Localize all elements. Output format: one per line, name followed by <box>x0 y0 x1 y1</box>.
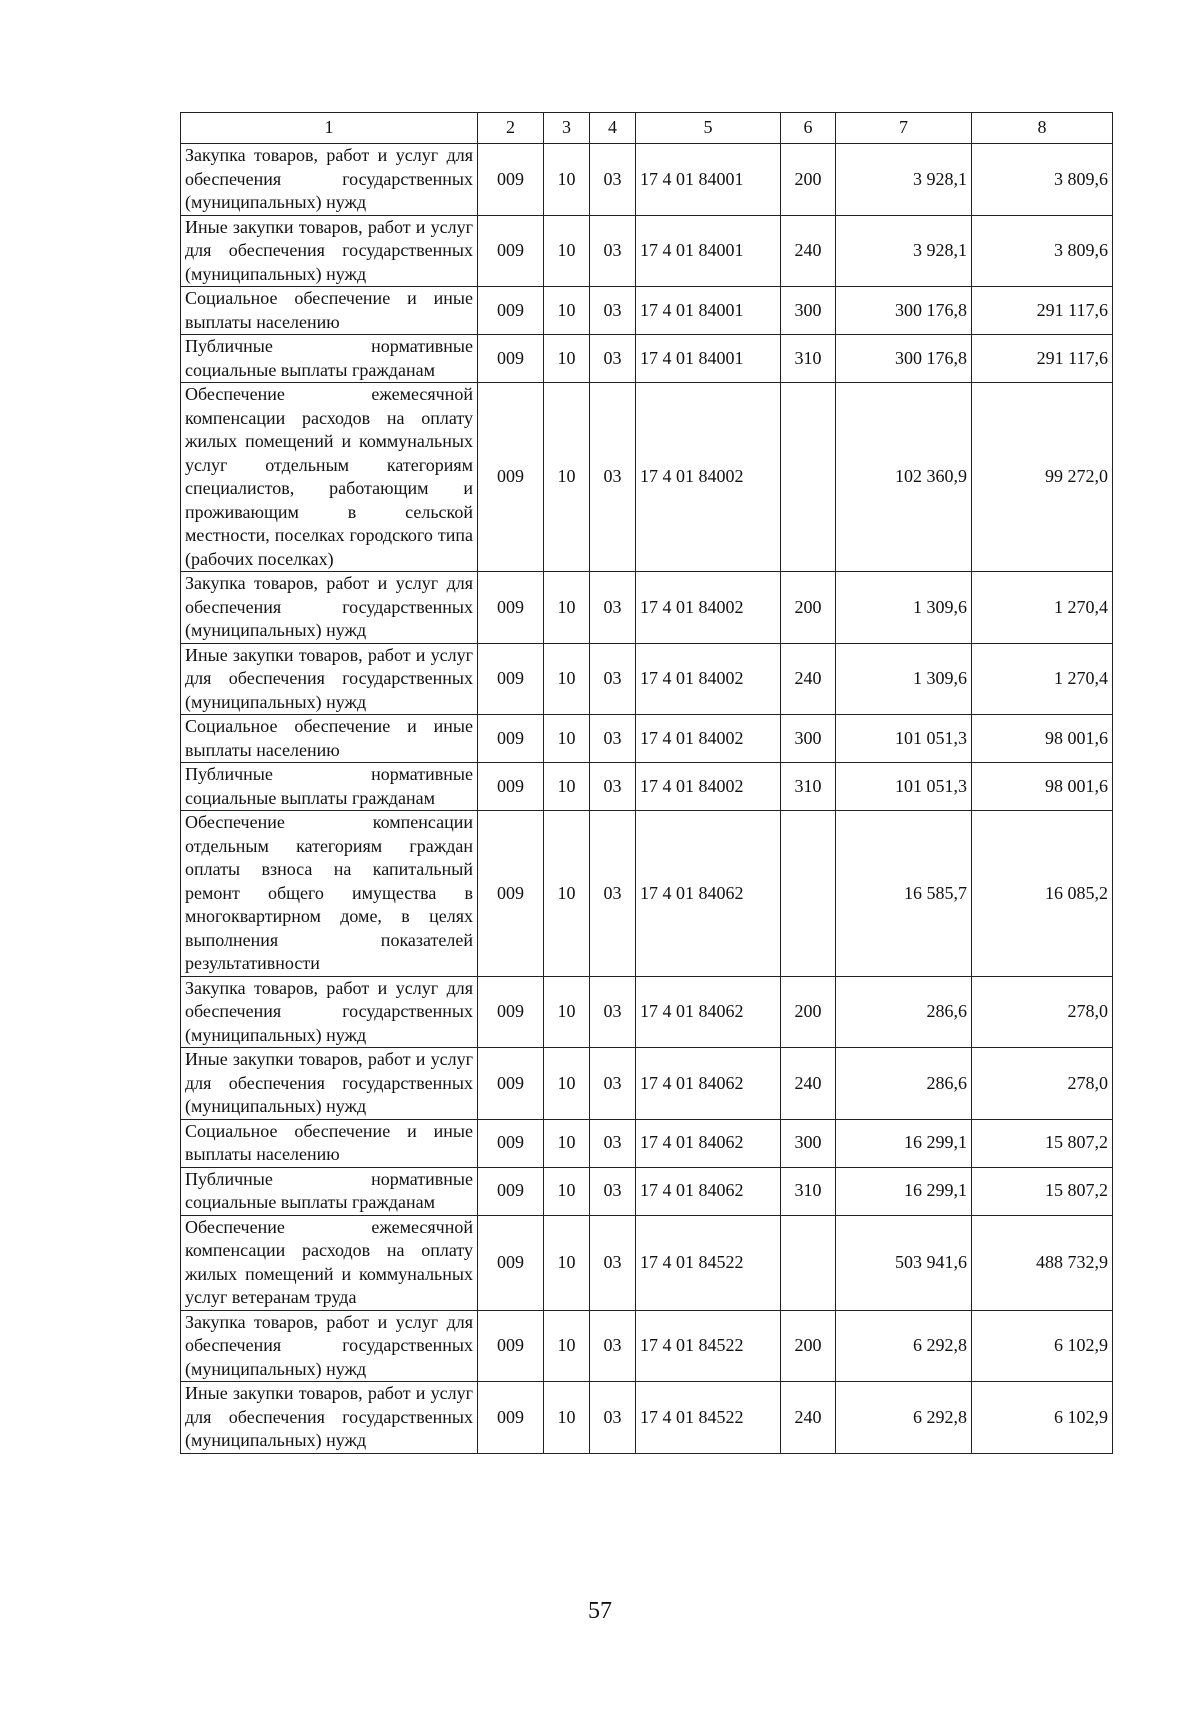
table-row <box>181 1310 1113 1382</box>
cell-code-6: 310 <box>781 763 836 811</box>
cell-amount-8: 15 807,2 <box>972 1119 1113 1167</box>
cell-code-2: 009 <box>478 1167 544 1215</box>
table-row <box>181 763 1113 811</box>
row-description: Обеспечение ежемесячной компенсации расходов на оплату жилых помещений и коммунальных услуг отдельным категориям специалистов, работающим и проживающим в сельской местности, поселках городского типа (рабочих поселках) <box>181 383 478 572</box>
page-number: 57 <box>588 1598 612 1624</box>
cell-code-4: 03 <box>590 335 636 383</box>
cell-code-3: 10 <box>544 1382 590 1454</box>
cell-amount-8: 291 117,6 <box>972 287 1113 335</box>
cell-amount-7: 1 309,6 <box>836 572 972 644</box>
row-description: Иные закупки товаров, работ и услуг для обеспечения государственных (муниципальных) нужд <box>181 643 478 715</box>
cell-amount-7: 3 928,1 <box>836 144 972 216</box>
row-description: Иные закупки товаров, работ и услуг для обеспечения государственных (муниципальных) нужд <box>181 1048 478 1120</box>
cell-code-3: 10 <box>544 715 590 763</box>
cell-code-4: 03 <box>590 572 636 644</box>
column-header: 8 <box>972 113 1113 144</box>
row-description: Закупка товаров, работ и услуг для обеспечения государственных (муниципальных) нужд <box>181 976 478 1048</box>
cell-code-6 <box>781 383 836 572</box>
table-row <box>181 572 1113 644</box>
cell-code-3: 10 <box>544 976 590 1048</box>
row-description: Публичные нормативные социальные выплаты гражданам <box>181 763 478 811</box>
cell-code-2: 009 <box>478 1215 544 1310</box>
cell-code-2: 009 <box>478 383 544 572</box>
cell-code-4: 03 <box>590 715 636 763</box>
cell-amount-7: 6 292,8 <box>836 1310 972 1382</box>
cell-code-3: 10 <box>544 1215 590 1310</box>
cell-code-3: 10 <box>544 215 590 287</box>
row-description: Публичные нормативные социальные выплаты гражданам <box>181 1167 478 1215</box>
cell-code-3: 10 <box>544 1310 590 1382</box>
cell-amount-8: 278,0 <box>972 976 1113 1048</box>
cell-code-4: 03 <box>590 1048 636 1120</box>
cell-code-5: 17 4 01 84001 <box>636 335 781 383</box>
row-description: Закупка товаров, работ и услуг для обеспечения государственных (муниципальных) нужд <box>181 1310 478 1382</box>
cell-code-6 <box>781 1215 836 1310</box>
cell-code-2: 009 <box>478 144 544 216</box>
cell-amount-7: 1 309,6 <box>836 643 972 715</box>
cell-amount-7: 286,6 <box>836 976 972 1048</box>
cell-code-5: 17 4 01 84522 <box>636 1310 781 1382</box>
cell-code-2: 009 <box>478 1382 544 1454</box>
cell-code-6: 300 <box>781 1119 836 1167</box>
cell-code-4: 03 <box>590 383 636 572</box>
row-description: Иные закупки товаров, работ и услуг для обеспечения государственных (муниципальных) нужд <box>181 215 478 287</box>
row-description: Публичные нормативные социальные выплаты гражданам <box>181 335 478 383</box>
row-description: Социальное обеспечение и иные выплаты населению <box>181 287 478 335</box>
cell-amount-7: 16 299,1 <box>836 1167 972 1215</box>
cell-code-5: 17 4 01 84001 <box>636 287 781 335</box>
cell-amount-7: 300 176,8 <box>836 287 972 335</box>
cell-code-6: 310 <box>781 1167 836 1215</box>
table-row <box>181 1382 1113 1454</box>
cell-code-2: 009 <box>478 1119 544 1167</box>
cell-code-3: 10 <box>544 763 590 811</box>
cell-code-6: 200 <box>781 572 836 644</box>
column-header: 2 <box>478 113 544 144</box>
cell-code-5: 17 4 01 84001 <box>636 215 781 287</box>
cell-code-5: 17 4 01 84522 <box>636 1382 781 1454</box>
cell-code-2: 009 <box>478 287 544 335</box>
cell-amount-8: 291 117,6 <box>972 335 1113 383</box>
column-header: 7 <box>836 113 972 144</box>
cell-amount-7: 16 585,7 <box>836 811 972 977</box>
cell-amount-7: 286,6 <box>836 1048 972 1120</box>
cell-code-3: 10 <box>544 1048 590 1120</box>
cell-code-2: 009 <box>478 572 544 644</box>
table-row <box>181 643 1113 715</box>
cell-code-2: 009 <box>478 1048 544 1120</box>
cell-amount-8: 15 807,2 <box>972 1167 1113 1215</box>
table-row <box>181 1048 1113 1120</box>
cell-code-6: 300 <box>781 715 836 763</box>
cell-code-2: 009 <box>478 335 544 383</box>
cell-code-4: 03 <box>590 763 636 811</box>
table-body <box>181 144 1113 1454</box>
row-description: Социальное обеспечение и иные выплаты населению <box>181 715 478 763</box>
cell-code-5: 17 4 01 84522 <box>636 1215 781 1310</box>
cell-code-3: 10 <box>544 811 590 977</box>
cell-amount-8: 1 270,4 <box>972 643 1113 715</box>
column-header: 6 <box>781 113 836 144</box>
cell-code-4: 03 <box>590 144 636 216</box>
cell-code-4: 03 <box>590 1215 636 1310</box>
cell-amount-8: 98 001,6 <box>972 763 1113 811</box>
cell-code-4: 03 <box>590 1382 636 1454</box>
cell-code-6: 240 <box>781 1382 836 1454</box>
cell-amount-7: 16 299,1 <box>836 1119 972 1167</box>
cell-amount-8: 16 085,2 <box>972 811 1113 977</box>
column-header: 1 <box>181 113 478 144</box>
cell-code-5: 17 4 01 84062 <box>636 976 781 1048</box>
cell-code-4: 03 <box>590 976 636 1048</box>
cell-code-6: 240 <box>781 1048 836 1120</box>
cell-code-4: 03 <box>590 643 636 715</box>
table-row <box>181 715 1113 763</box>
cell-amount-7: 503 941,6 <box>836 1215 972 1310</box>
column-header: 5 <box>636 113 781 144</box>
cell-code-6: 300 <box>781 287 836 335</box>
cell-code-6: 200 <box>781 976 836 1048</box>
budget-table <box>180 112 1113 1454</box>
table-row <box>181 1167 1113 1215</box>
row-description: Закупка товаров, работ и услуг для обеспечения государственных (муниципальных) нужд <box>181 144 478 216</box>
cell-code-3: 10 <box>544 287 590 335</box>
cell-amount-7: 102 360,9 <box>836 383 972 572</box>
row-description: Иные закупки товаров, работ и услуг для обеспечения государственных (муниципальных) нужд <box>181 1382 478 1454</box>
cell-amount-8: 98 001,6 <box>972 715 1113 763</box>
cell-code-5: 17 4 01 84062 <box>636 1119 781 1167</box>
cell-code-2: 009 <box>478 643 544 715</box>
cell-amount-7: 6 292,8 <box>836 1382 972 1454</box>
cell-code-2: 009 <box>478 811 544 977</box>
column-header: 3 <box>544 113 590 144</box>
cell-code-2: 009 <box>478 1310 544 1382</box>
cell-code-3: 10 <box>544 572 590 644</box>
cell-code-5: 17 4 01 84001 <box>636 144 781 216</box>
table-row <box>181 144 1113 216</box>
cell-amount-8: 488 732,9 <box>972 1215 1113 1310</box>
cell-code-6: 200 <box>781 144 836 216</box>
cell-code-6: 310 <box>781 335 836 383</box>
cell-code-4: 03 <box>590 287 636 335</box>
table-row <box>181 1215 1113 1310</box>
cell-code-5: 17 4 01 84002 <box>636 643 781 715</box>
cell-code-3: 10 <box>544 383 590 572</box>
cell-code-5: 17 4 01 84062 <box>636 1167 781 1215</box>
cell-code-4: 03 <box>590 1310 636 1382</box>
cell-amount-7: 300 176,8 <box>836 335 972 383</box>
cell-code-5: 17 4 01 84062 <box>636 1048 781 1120</box>
cell-code-3: 10 <box>544 335 590 383</box>
cell-amount-8: 1 270,4 <box>972 572 1113 644</box>
table-row <box>181 215 1113 287</box>
cell-amount-8: 3 809,6 <box>972 144 1113 216</box>
row-description: Обеспечение компенсации отдельным категориям граждан оплаты взноса на капитальный ремонт общего имущества в многоквартирном доме, в целях выполнения показателей результативности <box>181 811 478 977</box>
table-row <box>181 811 1113 977</box>
cell-amount-8: 6 102,9 <box>972 1310 1113 1382</box>
table-row <box>181 976 1113 1048</box>
cell-code-6: 240 <box>781 215 836 287</box>
row-description: Обеспечение ежемесячной компенсации расходов на оплату жилых помещений и коммунальных услуг ветеранам труда <box>181 1215 478 1310</box>
cell-amount-8: 6 102,9 <box>972 1382 1113 1454</box>
row-description: Социальное обеспечение и иные выплаты населению <box>181 1119 478 1167</box>
cell-code-5: 17 4 01 84062 <box>636 811 781 977</box>
cell-code-6: 240 <box>781 643 836 715</box>
cell-code-6 <box>781 811 836 977</box>
cell-code-2: 009 <box>478 215 544 287</box>
cell-code-3: 10 <box>544 144 590 216</box>
table-header-row <box>181 113 1113 144</box>
cell-code-6: 200 <box>781 1310 836 1382</box>
row-description: Закупка товаров, работ и услуг для обеспечения государственных (муниципальных) нужд <box>181 572 478 644</box>
cell-amount-8: 99 272,0 <box>972 383 1113 572</box>
table-row <box>181 1119 1113 1167</box>
cell-code-5: 17 4 01 84002 <box>636 715 781 763</box>
cell-code-2: 009 <box>478 763 544 811</box>
cell-code-2: 009 <box>478 715 544 763</box>
cell-amount-8: 278,0 <box>972 1048 1113 1120</box>
cell-amount-8: 3 809,6 <box>972 215 1113 287</box>
cell-code-3: 10 <box>544 643 590 715</box>
table-row <box>181 287 1113 335</box>
cell-code-5: 17 4 01 84002 <box>636 383 781 572</box>
cell-amount-7: 3 928,1 <box>836 215 972 287</box>
cell-amount-7: 101 051,3 <box>836 715 972 763</box>
cell-code-5: 17 4 01 84002 <box>636 572 781 644</box>
cell-code-4: 03 <box>590 811 636 977</box>
cell-code-5: 17 4 01 84002 <box>636 763 781 811</box>
cell-code-2: 009 <box>478 976 544 1048</box>
cell-code-3: 10 <box>544 1167 590 1215</box>
cell-amount-7: 101 051,3 <box>836 763 972 811</box>
cell-code-4: 03 <box>590 1167 636 1215</box>
column-header: 4 <box>590 113 636 144</box>
cell-code-4: 03 <box>590 1119 636 1167</box>
table-row <box>181 335 1113 383</box>
cell-code-3: 10 <box>544 1119 590 1167</box>
cell-code-4: 03 <box>590 215 636 287</box>
table-row <box>181 383 1113 572</box>
